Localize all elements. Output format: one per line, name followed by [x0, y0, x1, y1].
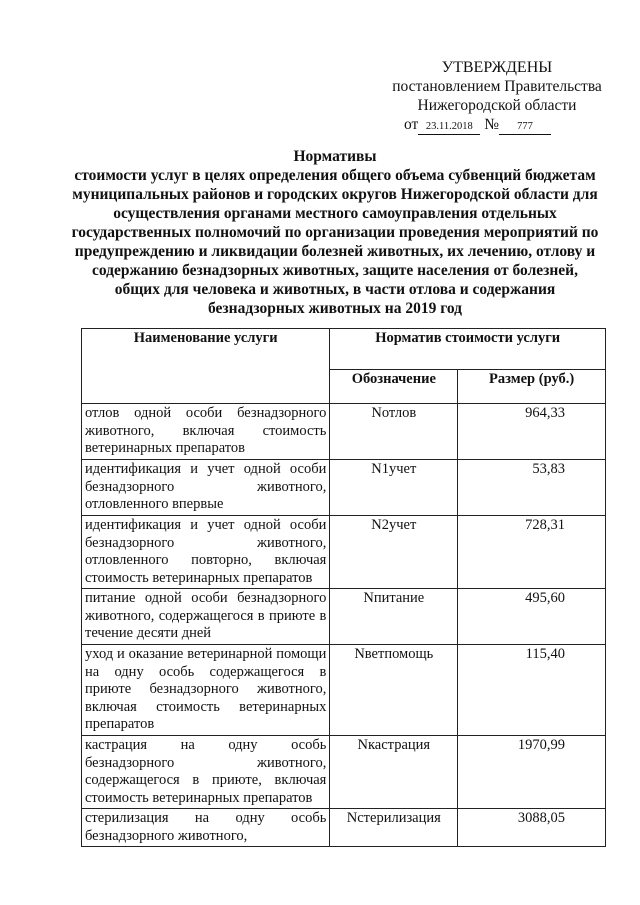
- service-name: уход и оказание ветеринарной помощи на одну особь содержащегося в приюте безнадзорного животного, включая стоимость ветеринарных препаратов: [82, 645, 330, 736]
- service-name: отлов одной особи безнадзорного животного, включая стоимость ветеринарных препаратов: [82, 404, 330, 460]
- title-subtitle: стоимости услуг в целях определения общего объема субвенций бюджетам муниципальных районов и городских округов Нижегородской области для осуществления органами местного самоуправления отдельных государственных полномочий по организации проведения мероприятий по предупреждению и ликвидации болезней животных, их лечению, отлову и содержанию безнадзорных животных, защите населения от болезней, общих для человека и животных, в части отлова и содержания безнадзорных животных на 2019 год: [71, 167, 599, 317]
- service-cost: 3088,05: [458, 809, 606, 847]
- service-name: идентификация и учет одной особи безнадзорного животного, отловленного впервые: [82, 460, 330, 516]
- service-cost: 495,60: [458, 589, 606, 645]
- service-cost: 115,40: [458, 645, 606, 736]
- approval-date-line: [392, 115, 602, 135]
- approval-stamp: [392, 58, 602, 135]
- service-cost: 1970,99: [458, 736, 606, 809]
- document-title: [70, 147, 600, 318]
- service-name: питание одной особи безнадзорного животного, содержащегося в приюте в течение десяти дней: [82, 589, 330, 645]
- table-row: [82, 645, 606, 736]
- number-prefix: №: [484, 116, 499, 133]
- date-prefix: от: [404, 116, 419, 133]
- table-row: [82, 460, 606, 516]
- service-cost: 53,83: [458, 460, 606, 516]
- service-code: N2учет: [330, 516, 458, 589]
- table-header-row: [82, 329, 606, 370]
- service-code: Nпитание: [330, 589, 458, 645]
- approval-number: 777: [499, 120, 551, 135]
- header-service-name: Наименование услуги: [82, 329, 330, 404]
- service-code: N1учет: [330, 460, 458, 516]
- header-norm: Норматив стоимости услуги: [330, 329, 606, 370]
- service-cost: 728,31: [458, 516, 606, 589]
- service-name: кастрация на одну особь безнадзорного животного, содержащегося в приюте, включая стоимость ветеринарных препаратов: [82, 736, 330, 809]
- table-row: [82, 809, 606, 847]
- approval-date: 23.11.2018: [418, 120, 480, 135]
- service-code: Nветпомощь: [330, 645, 458, 736]
- service-code: Nотлов: [330, 404, 458, 460]
- approval-heading: УТВЕРЖДЕНЫ: [441, 59, 553, 76]
- title-main: Нормативы: [293, 148, 377, 165]
- service-cost: 964,33: [458, 404, 606, 460]
- table-row: [82, 516, 606, 589]
- service-code: Nкастрация: [330, 736, 458, 809]
- header-size: Размер (руб.): [458, 370, 606, 404]
- service-name: стерилизация на одну особь безнадзорного животного,: [82, 809, 330, 847]
- approval-line-2: Нижегородской области: [417, 97, 577, 114]
- service-code: Nстерилизация: [330, 809, 458, 847]
- service-name: идентификация и учет одной особи безнадзорного животного, отловленного повторно, включая стоимость ветеринарных препаратов: [82, 516, 330, 589]
- table-row: [82, 736, 606, 809]
- header-code: Обозначение: [330, 370, 458, 404]
- table-row: [82, 404, 606, 460]
- table-row: [82, 589, 606, 645]
- approval-line-1: постановлением Правительства: [392, 78, 602, 95]
- norms-table: [81, 328, 606, 847]
